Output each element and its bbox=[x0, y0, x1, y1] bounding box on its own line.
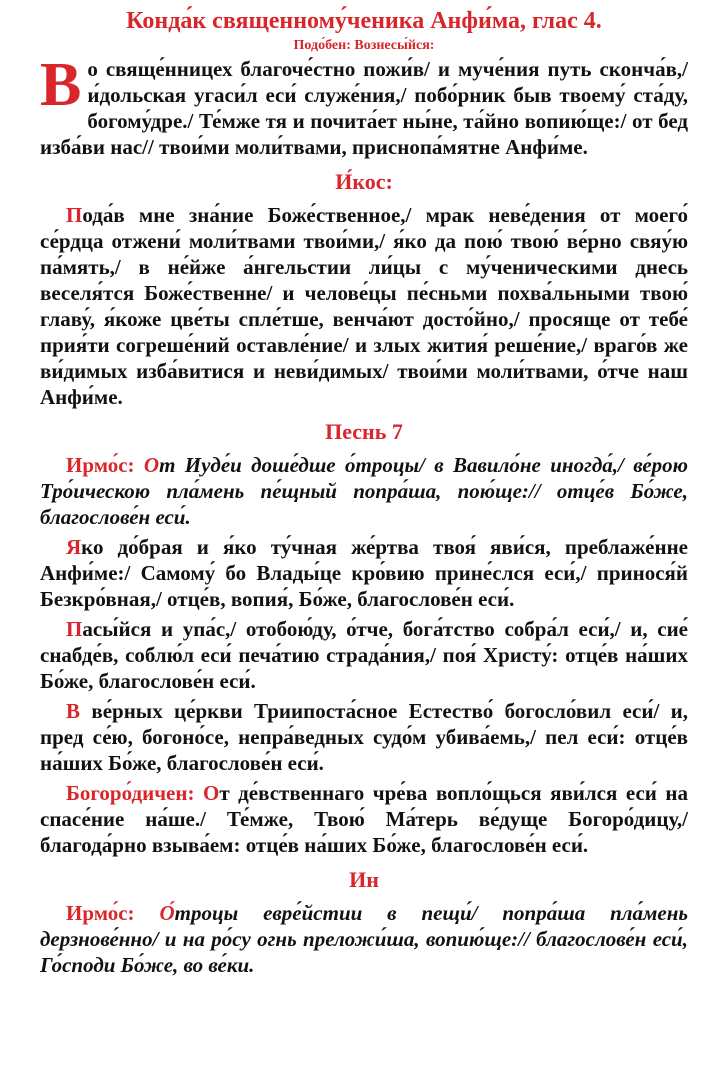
ikos-text bbox=[40, 202, 688, 410]
in-irmos-first: О́ bbox=[159, 901, 175, 925]
podoben-line: Подо́бен: Вознесы́йся: bbox=[293, 38, 435, 53]
pesn7-irmos-first: О bbox=[143, 453, 160, 477]
bogorodichen bbox=[40, 780, 688, 858]
troparion-3-first: В bbox=[66, 699, 81, 723]
troparion-3-body: ве́рных це́ркви Триипоста́сное Естество́ богосло́вил еси́/ и, пред се́ю, богоно́се, непра́ведных судо́м убива́емь,/ пел еси́: отце́в на́ших Бо́же, благослове́н еси́. bbox=[40, 699, 688, 775]
in-irmos bbox=[40, 900, 688, 978]
troparion-2-first: П bbox=[66, 617, 83, 641]
pesn7-irmos-body: т Иуде́и доше́дше о́троцы/ в Вавило́не иногда́,/ ве́рою Тро́ическою пла́мень пе́щный попра́ша, пою́ще:// отце́в Бо́же, благослове́н еси́. bbox=[40, 453, 688, 529]
troparion-3 bbox=[40, 698, 688, 776]
ikos-body: ода́в мне зна́ние Боже́ственное,/ мрак неве́дения от моего́ се́рдца отжени́ моли́твами твои́ми,/ я́ко да пою́ твою́ ве́рно свяу́ю па́мять,/ в не́йже а́нгельстии ли́цы с му́ченическими днесь веселя́тся Боже́ственне/ и челове́цы пе́сньми похва́льными твою́ главу́, я́коже цве́ты спле́тше, венча́ют досто́йно,/ просяще от тебе́ прия́ти согреше́ний оставле́ние/ и злых жития́ реше́ние,/ враго́в же ви́димых изба́витися и неви́димых/ твои́ми моли́твами, о́тче наш Анфи́ме. bbox=[40, 203, 688, 409]
in-title: Ин bbox=[349, 867, 379, 892]
troparion-1-body: ко до́брая и я́ко ту́чная же́ртва твоя́ яви́ся, преблаже́нне Анфи́ме:/ Самому́ бо Влады́це кро́вию прине́слся еси́,/ принося́й Безкро́вная,/ отце́в, вопия́, Бо́же, благослове́н еси́. bbox=[40, 535, 688, 611]
pesn7-irmos-label: Ирмо́с: bbox=[66, 453, 144, 477]
troparion-1 bbox=[40, 534, 688, 612]
ikos-first-letter: П bbox=[66, 203, 83, 227]
in-irmos-label: Ирмо́с: bbox=[66, 901, 160, 925]
troparion-2 bbox=[40, 616, 688, 694]
troparion-1-first: Я bbox=[66, 535, 82, 559]
bogorodichen-first: О bbox=[202, 781, 220, 805]
pesn7-irmos bbox=[40, 452, 688, 530]
in-irmos-body: троцы евре́йстии в пещи́/ попра́ша пла́мень дерзнове́нно/ и на ро́су огнь преложи́ша, вопию́ще:// благослове́н еси́, Го́споди Бо́же, во ве́ки. bbox=[40, 901, 688, 977]
pesn7-title: Песнь 7 bbox=[325, 419, 403, 444]
kondak-body: о свяще́нницех благоче́стно пожи́в/ и муче́ния путь сконча́в,/ и́дольская угаси́л еси́ служе́ния,/ побо́рник быв твоему́ ста́ду, богому́дре./ Те́мже тя и почита́ет ны́не, та́йно вопию́ще:/ от бед изба́ви нас// твои́ми моли́твами, приснопа́мятне Анфи́ме. bbox=[40, 57, 688, 159]
bogorodichen-label: Богоро́дичен: bbox=[66, 781, 203, 805]
troparion-2-body: асы́йся и упа́с,/ отобою́ду, о́тче, бога́тство собра́л еси́,/ и, сие́ снабде́в, соблю́л еси́ печа́тию страда́ния,/ поя́ Христу́: отце́в на́ших Бо́же, благослове́н еси́. bbox=[40, 617, 688, 693]
kondak-title: Конда́к священному́ченика Анфи́ма, глас 4. bbox=[126, 8, 602, 34]
ikos-title: И́кос: bbox=[335, 169, 393, 194]
kondak-text bbox=[40, 51, 688, 160]
kondak-dropcap: В bbox=[40, 51, 82, 119]
bogorodichen-body: т де́вственнаго чре́ва вопло́щься яви́лся еси́ на спасе́ние на́ше./ Те́мже, Твою́ Ма́терь ве́дуще Богоро́дицу,/ благода́рно взыва́ем: отце́в на́ших Бо́же, благослове́н еси́. bbox=[40, 781, 688, 857]
